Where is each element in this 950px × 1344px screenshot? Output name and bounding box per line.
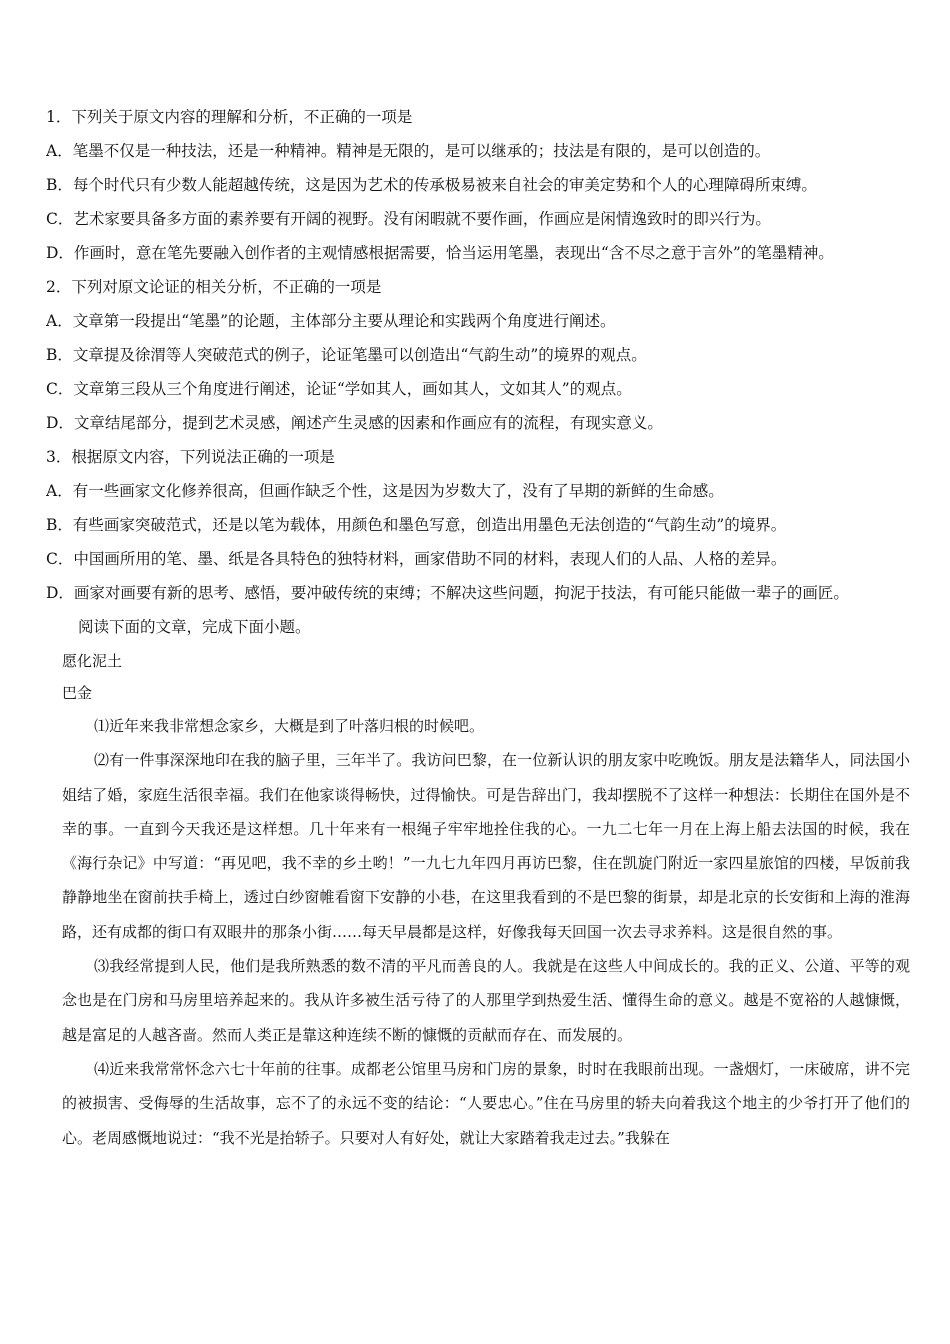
article-paragraph-3: ⑶我经常提到人民，他们是我所熟悉的数不清的平凡而善良的人。我就是在这些人中间成长的。我的正义、公道、平等的观念也是在门房和马房里培养起来的。我从许多被生活亏待了的人那里学到热爱生活、懂得生命的意义。越是不宽裕的人越慷慨，越是富足的人越吝啬。然而人类正是靠这种连续不断的慷慨的贡献而存在、而发展的。 <box>62 957 910 1044</box>
question-1-stem: 1．下列关于原文内容的理解和分析，不正确的一项是 <box>46 108 413 126</box>
questions-section <box>46 100 916 644</box>
question-2-option-a: A．文章第一段提出“笔墨”的论题，主体部分主要从理论和实践两个角度进行阐述。 <box>46 312 616 330</box>
question-1-option-d: D．作画时，意在笔先要融入创作者的主观情感根据需要，恰当运用笔墨，表现出“含不尽之意于言外”的笔墨精神。 <box>46 244 834 262</box>
question-3-option-c: C．中国画所用的笔、墨、纸是各具特色的独特材料，画家借助不同的材料，表现人们的人品、人格的差异。 <box>46 550 787 568</box>
question-3-stem: 3．根据原文内容，下列说法正确的一项是 <box>46 448 335 466</box>
question-3-option-d: D．画家对画要有新的思考、感悟，要冲破传统的束缚；不解决这些问题，拘泥于技法，有可能只能做一辈子的画匠。 <box>46 584 849 602</box>
question-2-option-c: C．文章第三段从三个角度进行阐述，论证“学如其人，画如其人，文如其人”的观点。 <box>46 380 632 398</box>
article-paragraph-1: ⑴近年来我非常想念家乡，大概是到了叶落归根的时候吧。 <box>94 717 485 735</box>
question-2-option-d: D．文章结尾部分，提到艺术灵感，阐述产生灵感的因素和作画应有的流程，有现实意义。 <box>46 414 663 432</box>
article-paragraph-2: ⑵有一件事深深地印在我的脑子里，三年半了。我访问巴黎，在一位新认识的朋友家中吃晚饭。朋友是法籍华人，同法国小姐结了婚，家庭生活很幸福。我们在他家谈得畅快，过得愉快。可是告辞出门，我却摆脱不了这样一种想法：长期住在国外是不幸的事。一直到今天我还是这样想。几十年来有一根绳子牢牢地拴住我的心。一九二七年一月在上海上船去法国的时候，我在《海行杂记》中写道：“再见吧，我不幸的乡土哟！”一九七九年四月再访巴黎，住在凯旋门附近一家四星旅馆的四楼，早饭前我静静地坐在窗前扶手椅上，透过白纱窗帷看窗下安静的小巷，在这里我看到的不是巴黎的街景，却是北京的长安街和上海的淮海路，还有成都的街口有双眼井的那条小街……每天早晨都是这样，好像我每天回国一次去寻求养料。这是很自然的事。 <box>62 751 910 941</box>
article-title: 愿化泥土 <box>62 652 123 670</box>
article-section <box>62 645 910 1155</box>
reading-instruction: 阅读下面的文章，完成下面小题。 <box>78 618 311 636</box>
article-author: 巴金 <box>62 684 93 702</box>
question-1-option-c: C．艺术家要具备多方面的素养要有开阔的视野。没有闲暇就不要作画，作画应是闲情逸致时的即兴行为。 <box>46 210 771 228</box>
question-1-option-a: A．笔墨不仅是一种技法，还是一种精神。精神是无限的，是可以继承的；技法是有限的，是可以创造的。 <box>46 142 771 160</box>
question-3-option-a: A．有一些画家文化修养很高，但画作缺乏个性，这是因为岁数大了，没有了早期的新鲜的生命感。 <box>46 482 724 500</box>
question-3-option-b: B．有些画家突破范式，还是以笔为载体，用颜色和墨色写意，创造出用墨色无法创造的“气韵生动”的境界。 <box>46 516 787 534</box>
question-1-option-b: B．每个时代只有少数人能超越传统，这是因为艺术的传承极易被来自社会的审美定势和个人的心理障碍所束缚。 <box>46 176 817 194</box>
question-2-option-b: B．文章提及徐渭等人突破范式的例子，论证笔墨可以创造出“气韵生动”的境界的观点。 <box>46 346 647 364</box>
article-paragraph-4: ⑷近来我常常怀念六七十年前的往事。成都老公馆里马房和门房的景象，时时在我眼前出现。一盏烟灯，一床破席，讲不完的被损害、受侮辱的生活故事，忘不了的永远不变的结论：“人要忠心。”住在马房里的轿夫向着我这个地主的少爷打开了他们的心。老周感慨地说过：“我不光是抬轿子。只要对人有好处，就让大家踏着我走过去。”我躲在 <box>62 1059 910 1147</box>
question-2-stem: 2．下列对原文论证的相关分析，不正确的一项是 <box>46 278 382 296</box>
